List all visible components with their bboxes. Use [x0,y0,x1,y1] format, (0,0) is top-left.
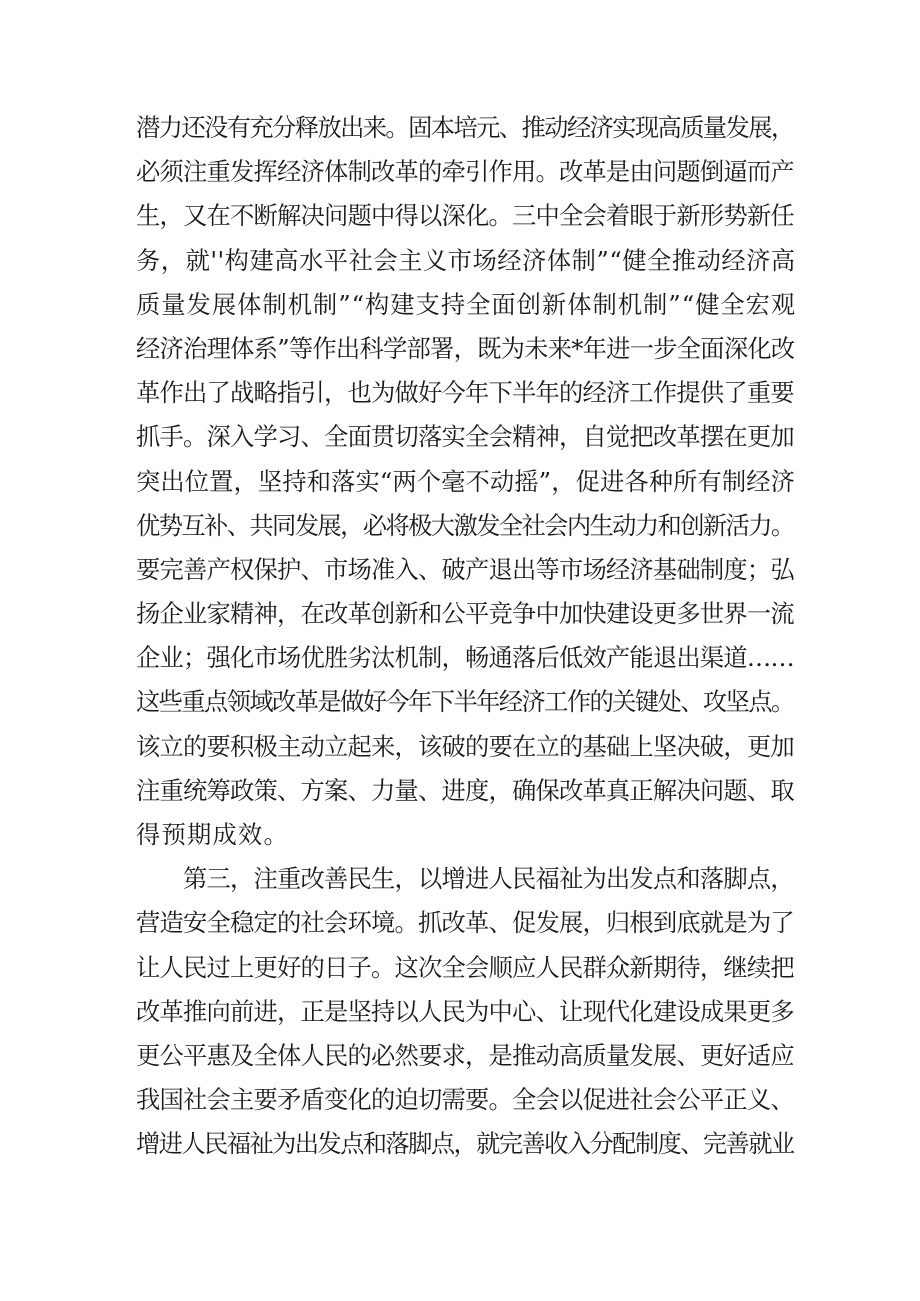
text-line: 增进人民福祉为出发点和落脚点，就完善收入分配制度、完善就业 [136,1129,794,1159]
text-line: 该立的要积极主动立起来，该破的要在立的基础上坚决破，更加 [136,731,794,761]
text-line: 潜力还没有充分释放出来。固本培元、推动经济实现高质量发展， [136,113,794,142]
text-line: 注重统筹政策、方案、力量、进度，确保改革真正解决问题、取 [136,775,794,805]
text-line: 营造安全稳定的社会环境。抓改革、促发展，归根到底就是为了 [136,908,794,938]
text-line: 扬企业家精神，在改革创新和公平竞争中加快建设更多世界一流 [136,599,794,629]
text-line: 让人民过上更好的日子。这次全会顺应人民群众新期待，继续把 [136,952,794,982]
body-text [136,106,796,1167]
text-line: 务，就''构建高水平社会主义市场经济体制”“健全推动经济高 [136,245,796,275]
text-line: 质量发展体制机制”“构建支持全面创新体制机制”“健全宏观 [136,289,797,319]
text-line: 必须注重发挥经济体制改革的牵引作用。改革是由问题倒逼而产 [136,157,794,187]
text-line: 第三，注重改善民生，以增进人民福祉为出发点和落脚点， [136,864,794,894]
text-line: 这些重点领域改革是做好今年下半年经济工作的关键处、攻坚点。 [136,687,794,717]
text-line: 生，又在不断解决问题中得以深化。三中全会着眼于新形势新任 [136,201,794,231]
text-line: 得预期成效。 [136,820,289,849]
text-line: 突出位置，坚持和落实“两个毫不动摇”，促进各种所有制经济 [136,466,796,496]
text-line: 经济治理体系”等作出科学部署，既为未来*年进一步全面深化改 [136,333,795,363]
text-line: 更公平惠及全体人民的必然要求，是推动高质量发展、更好适应 [136,1040,794,1070]
text-line: 企业；强化市场优胜劣汰机制，畅通落后低效产能退出渠道…… [136,643,794,673]
text-line: 优势互补、共同发展，必将极大激发全社会内生动力和创新活力。 [136,510,794,540]
text-line: 改革推向前进，正是坚持以人民为中心、让现代化建设成果更多 [136,996,794,1026]
text-line: 抓手。深入学习、全面贯切落实全会精神，自觉把改革摆在更加 [136,422,794,452]
text-line: 我国社会主要矛盾变化的迫切需要。全会以促进社会公平正义、 [136,1085,794,1115]
text-line: 要完善产权保护、市场准入、破产退出等市场经济基础制度；弘 [136,554,794,584]
text-line: 革作出了战略指引，也为做好今年下半年的经济工作提供了重要 [136,378,794,408]
